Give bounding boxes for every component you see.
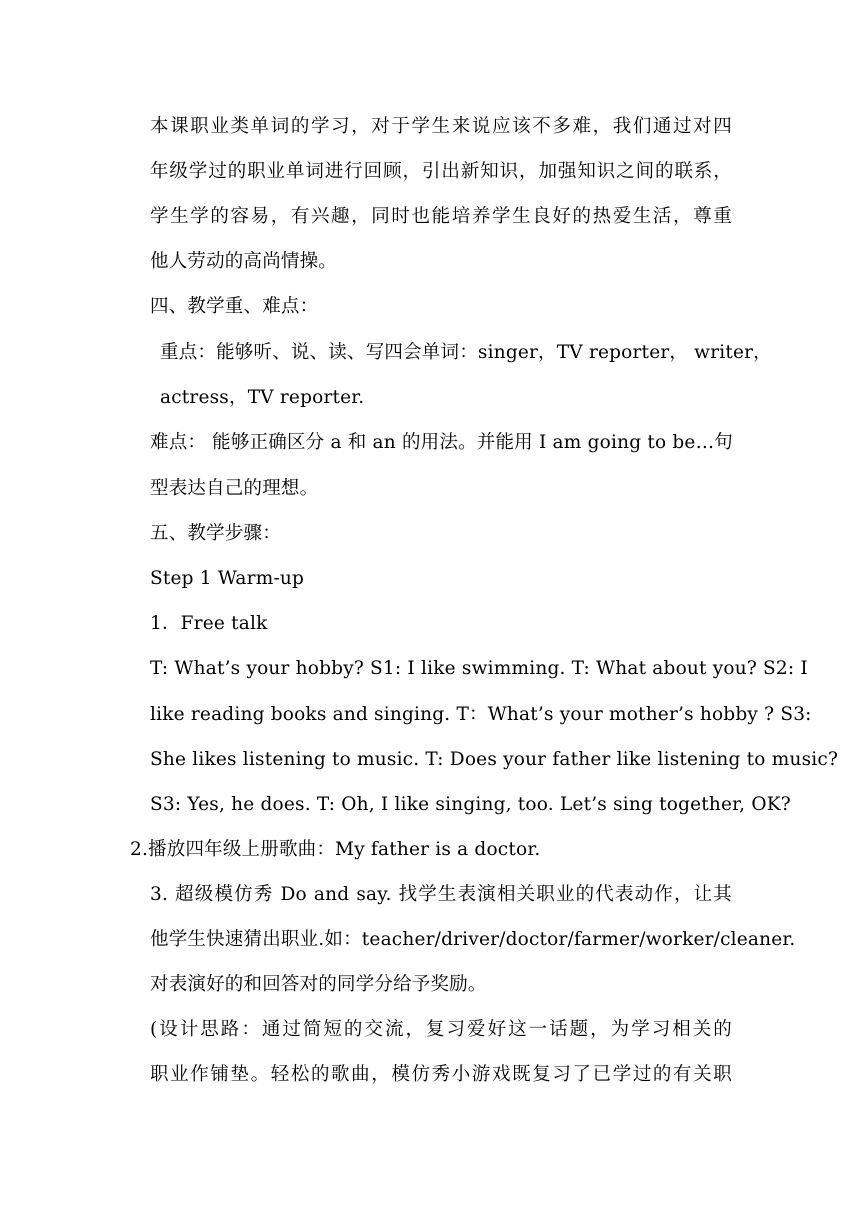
difficulty-line-2: 型表达自己的理想。 <box>150 478 319 499</box>
dialogue-line-4: S3: Yes, he does. T: Oh, I like singing, too. Let’s sing together, OK? <box>150 794 791 815</box>
design-idea-line-1: (设计思路：通过简短的交流，复习爱好这一话题，为学习相关的 <box>150 1019 732 1040</box>
dialogue-line-3: She likes listening to music. T: Does your father like listening to music? <box>150 749 839 770</box>
key-points-line-1: 重点：能够听、说、读、写四会单词：singer，TV reporter， writer， <box>160 342 772 363</box>
paragraph-line-2: 年级学过的职业单词进行回顾，引出新知识，加强知识之间的联系， <box>150 161 732 182</box>
dialogue-line-2: like reading books and singing. T：What’s your mother’s hobby ? S3: <box>150 704 812 725</box>
paragraph-line-3: 学生学的容易，有兴趣，同时也能培养学生良好的热爱生活，尊重 <box>150 206 732 227</box>
paragraph-line-1: 本课职业类单词的学习，对于学生来说应该不多难，我们通过对四 <box>150 116 732 137</box>
imitation-show-line-2: 他学生快速猜出职业.如：teacher/driver/doctor/farmer/worker/cleaner. <box>150 929 796 950</box>
key-points-line-2: actress，TV reporter. <box>160 387 365 408</box>
paragraph-line-4: 他人劳动的高尚情操。 <box>150 251 338 272</box>
difficulty-line-1: 难点： 能够正确区分 a 和 an 的用法。并能用 I am going to be…句 <box>150 432 733 453</box>
section-heading-key-points: 四、教学重、难点： <box>150 296 319 317</box>
song-item: 2.播放四年级上册歌曲：My father is a doctor. <box>130 839 541 860</box>
imitation-show-line-1: 3. 超级模仿秀 Do and say. 找学生表演相关职业的代表动作，让其 <box>150 884 732 905</box>
design-idea-line-2: 职业作铺垫。轻松的歌曲，模仿秀小游戏既复习了已学过的有关职 <box>150 1064 732 1085</box>
section-heading-steps: 五、教学步骤： <box>150 523 281 544</box>
dialogue-line-1: T: What’s your hobby? S1: I like swimming. T: What about you? S2: I <box>150 658 808 679</box>
free-talk-heading: 1．Free talk <box>150 613 268 634</box>
step-1-heading: Step 1 Warm-up <box>150 568 305 589</box>
imitation-show-line-3: 对表演好的和回答对的同学分给予奖励。 <box>150 974 487 995</box>
